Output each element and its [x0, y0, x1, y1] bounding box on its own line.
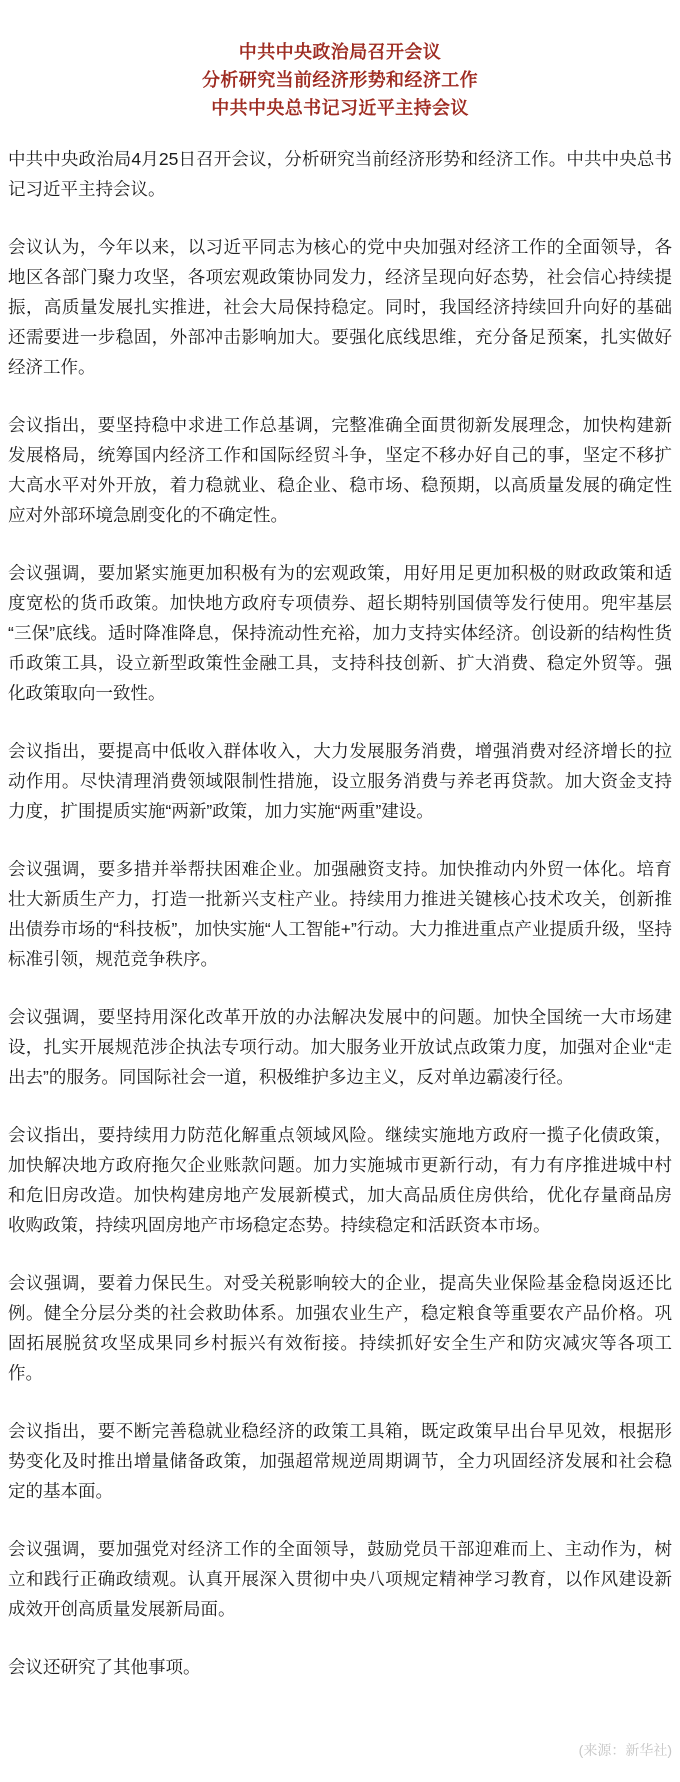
- page-title: [0, 0, 680, 122]
- bottom-spacer: [0, 1760, 680, 1782]
- article-paragraph: 会议强调，要坚持用深化改革开放的办法解决发展中的问题。加快全国统一大市场建设，扎实开展规范涉企执法专项行动。加大服务业开放试点政策力度，加强对企业“走出去”的服务。同国际社会一道，积极维护多边主义，反对单边霸凌行径。: [8, 1007, 672, 1087]
- article-paragraph: 会议指出，要提高中低收入群体收入，大力发展服务消费，增强消费对经济增长的拉动作用。尽快清理消费领域限制性措施，设立服务消费与养老再贷款。加大资金支持力度，扩围提质实施“两新”政策，加力实施“两重”建设。: [8, 741, 672, 821]
- source-attribution-row: [0, 1682, 680, 1760]
- headline-line-3: 中共中央总书记习近平主持会议: [211, 98, 469, 118]
- article-paragraph: 中共中央政治局4月25日召开会议，分析研究当前经济形势和经济工作。中共中央总书记习近平主持会议。: [8, 149, 672, 199]
- article-body: [0, 122, 680, 1682]
- headline-line-2: 分析研究当前经济形势和经济工作: [202, 70, 478, 90]
- article-paragraph: 会议强调，要加紧实施更加积极有为的宏观政策，用好用足更加积极的财政政策和适度宽松的货币政策。加快地方政府专项债券、超长期特别国债等发行使用。兜牢基层“三保”底线。适时降准降息，保持流动性充裕，加力支持实体经济。创设新的结构性货币政策工具，设立新型政策性金融工具，支持科技创新、扩大消费、稳定外贸等。强化政策取向一致性。: [8, 563, 672, 703]
- headline-line-1: 中共中央政治局召开会议: [238, 42, 442, 62]
- source-attribution: (来源：新华社): [578, 1742, 672, 1758]
- article-paragraph: 会议强调，要着力保民生。对受关税影响较大的企业，提高失业保险基金稳岗返还比例。健全分层分类的社会救助体系。加强农业生产，稳定粮食等重要农产品价格。巩固拓展脱贫攻坚成果同乡村振兴有效衔接。持续抓好安全生产和防灾减灾等各项工作。: [8, 1273, 672, 1383]
- article-paragraph: 会议指出，要坚持稳中求进工作总基调，完整准确全面贯彻新发展理念，加快构建新发展格局，统筹国内经济工作和国际经贸斗争，坚定不移办好自己的事，坚定不移扩大高水平对外开放，着力稳就业、稳企业、稳市场、稳预期，以高质量发展的确定性应对外部环境急剧变化的不确定性。: [8, 415, 672, 525]
- article-paragraph: 会议还研究了其他事项。: [8, 1657, 201, 1677]
- article-paragraph: 会议强调，要加强党对经济工作的全面领导，鼓励党员干部迎难而上、主动作为，树立和践行正确政绩观。认真开展深入贯彻中央八项规定精神学习教育，以作风建设新成效开创高质量发展新局面。: [8, 1539, 672, 1619]
- article-paragraph: 会议指出，要不断完善稳就业稳经济的政策工具箱，既定政策早出台早见效，根据形势变化及时推出增量储备政策，加强超常规逆周期调节，全力巩固经济发展和社会稳定的基本面。: [8, 1421, 672, 1501]
- article-paragraph: 会议强调，要多措并举帮扶困难企业。加强融资支持。加快推动内外贸一体化。培育壮大新质生产力，打造一批新兴支柱产业。持续用力推进关键核心技术攻关，创新推出债券市场的“科技板”，加快实施“人工智能+”行动。大力推进重点产业提质升级，坚持标准引领，规范竞争秩序。: [8, 859, 672, 969]
- article-paragraph: 会议指出，要持续用力防范化解重点领域风险。继续实施地方政府一揽子化债政策，加快解决地方政府拖欠企业账款问题。加力实施城市更新行动，有力有序推进城中村和危旧房改造。加快构建房地产发展新模式，加大高品质住房供给，优化存量商品房收购政策，持续巩固房地产市场稳定态势。持续稳定和活跃资本市场。: [8, 1125, 672, 1235]
- article-paragraph: 会议认为，今年以来，以习近平同志为核心的党中央加强对经济工作的全面领导，各地区各部门聚力攻坚，各项宏观政策协同发力，经济呈现向好态势，社会信心持续提振，高质量发展扎实推进，社会大局保持稳定。同时，我国经济持续回升向好的基础还需要进一步稳固，外部冲击影响加大。要强化底线思维，充分备足预案，扎实做好经济工作。: [8, 237, 672, 377]
